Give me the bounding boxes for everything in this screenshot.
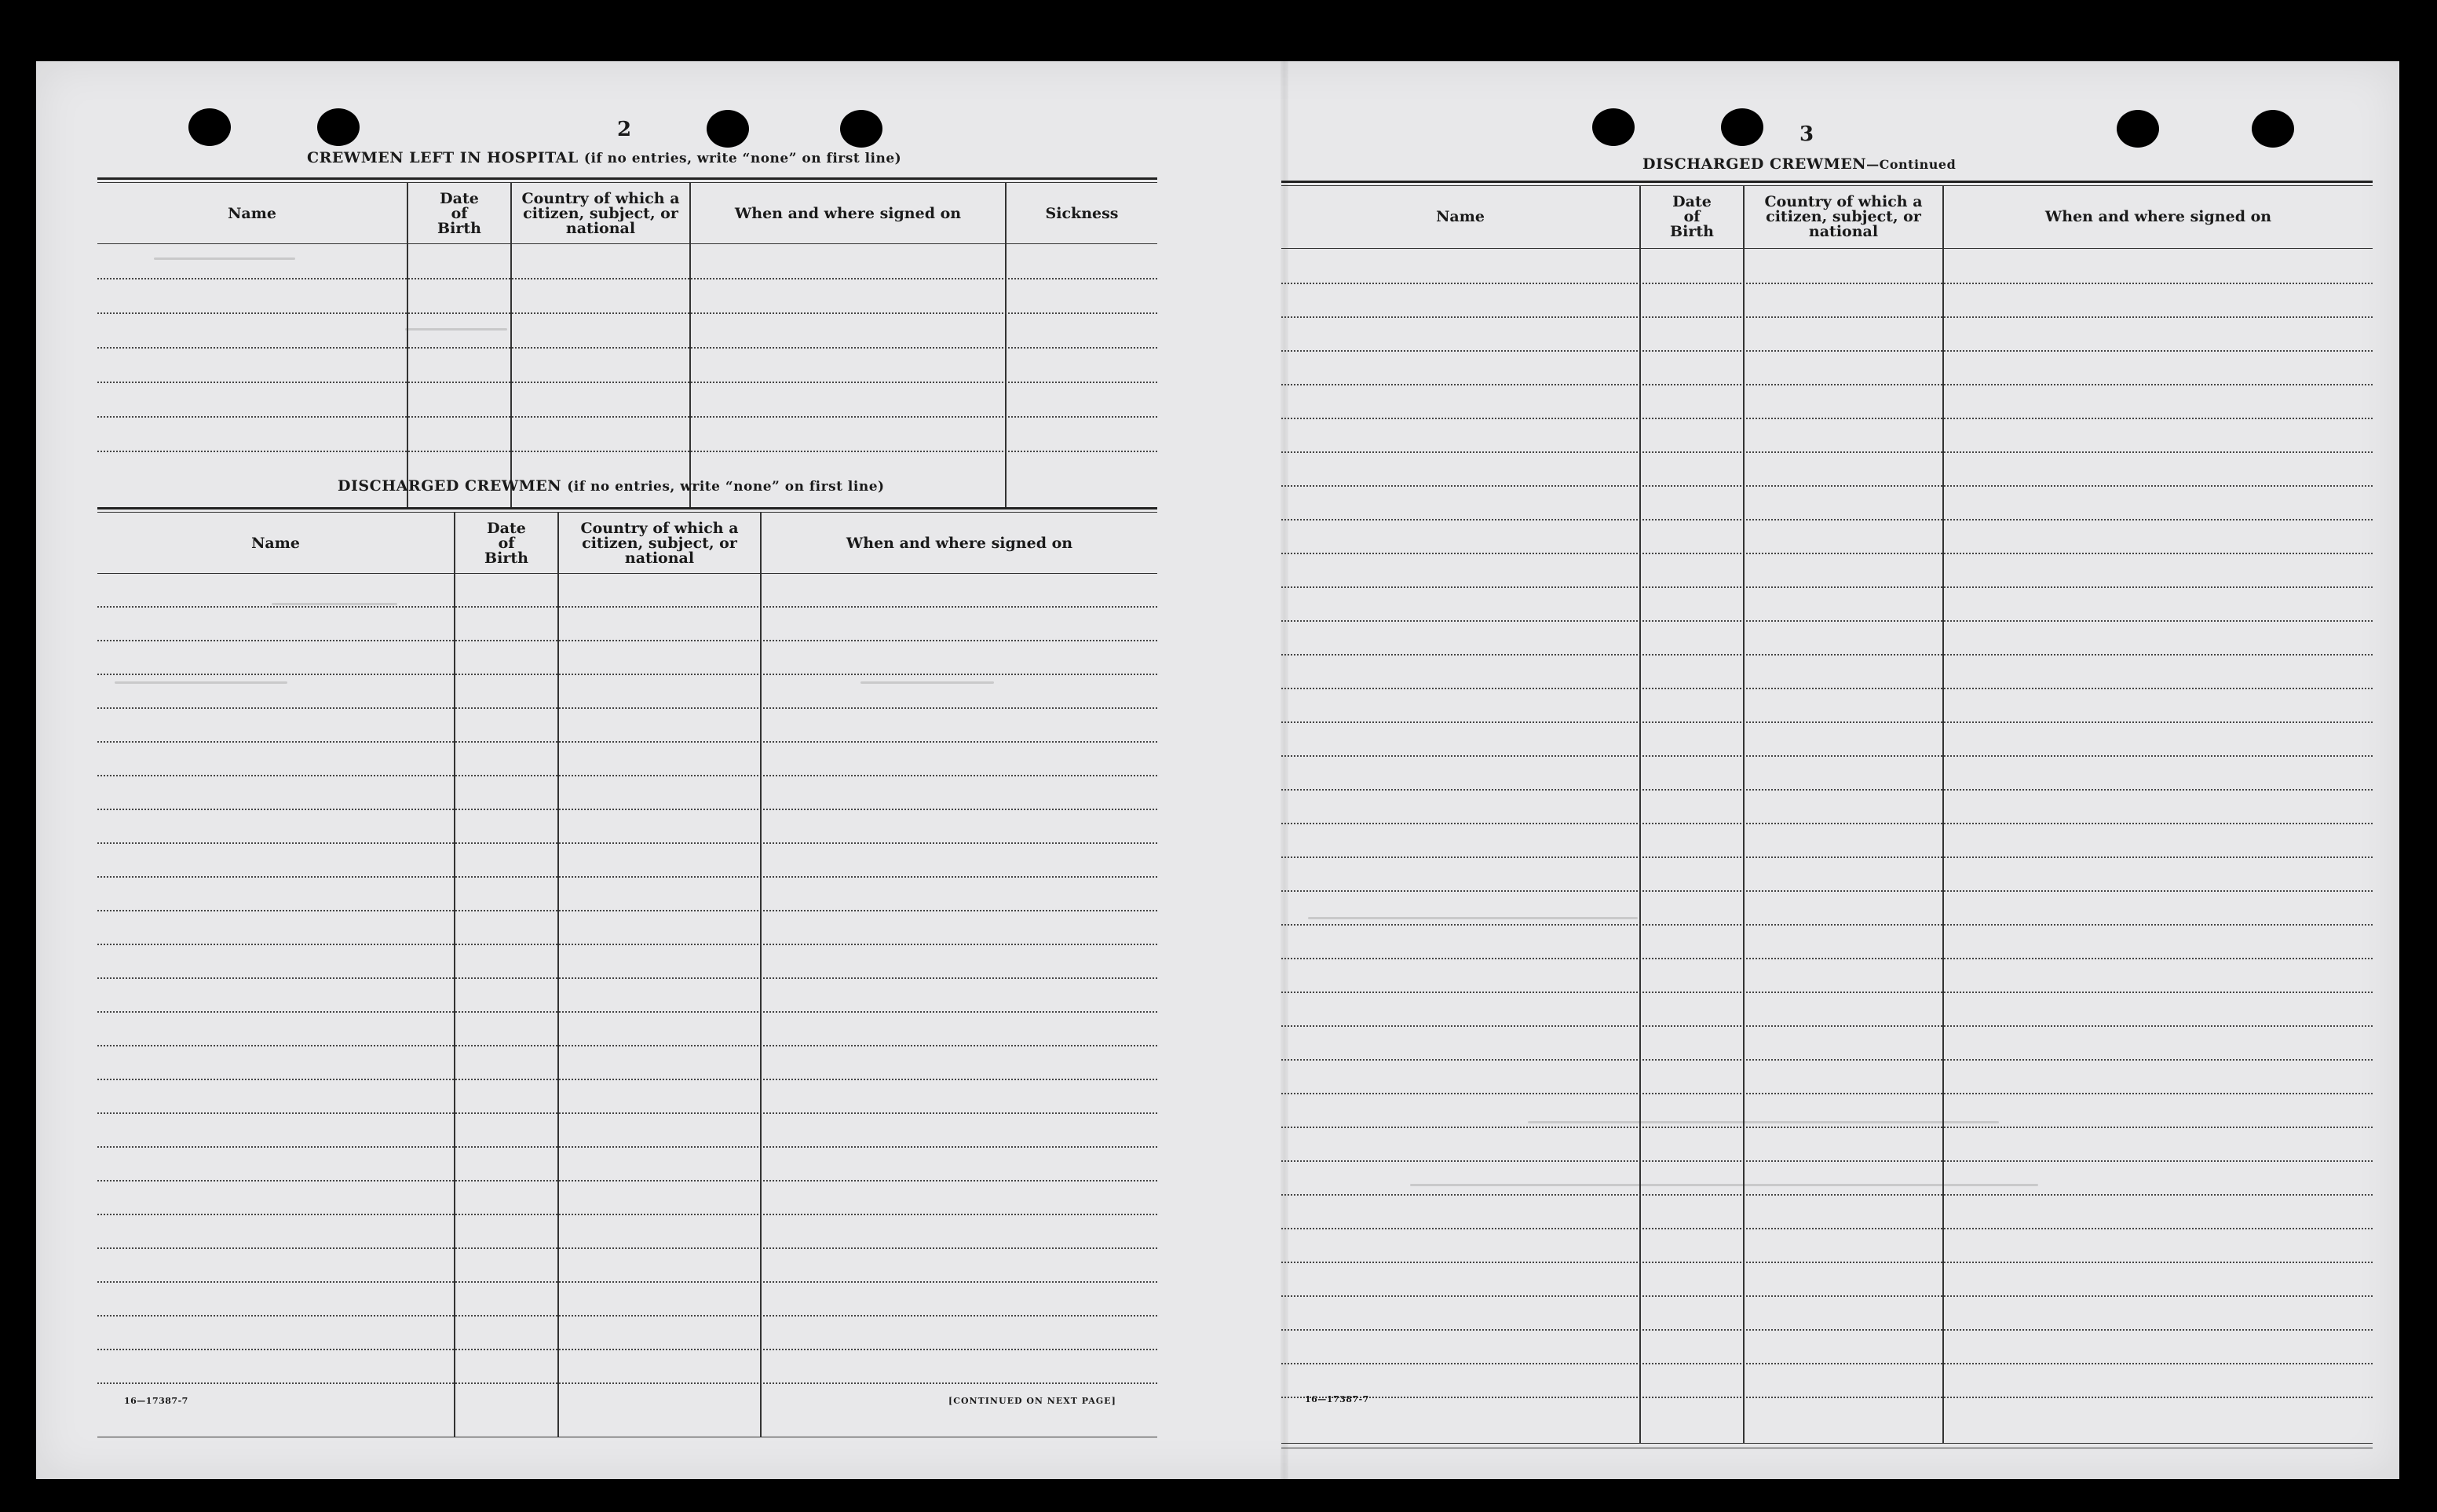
section-title-hospital xyxy=(307,149,901,166)
column-divider xyxy=(454,512,455,1437)
entry-line xyxy=(97,741,1157,743)
entry-line xyxy=(97,876,1157,878)
column-divider xyxy=(760,512,762,1437)
entry-line xyxy=(1281,856,2373,858)
column-divider xyxy=(407,182,408,509)
entry-line xyxy=(1281,384,2373,385)
column-divider xyxy=(1005,182,1007,509)
entry-line xyxy=(97,674,1157,675)
entry-line xyxy=(1281,1397,2373,1398)
table-header-row xyxy=(97,185,1157,242)
entry-line xyxy=(97,1146,1157,1148)
entry-line xyxy=(1281,1295,2373,1297)
punch-hole xyxy=(2117,110,2159,148)
entry-line xyxy=(97,278,1157,279)
entry-line xyxy=(97,1011,1157,1013)
table-header-row xyxy=(1281,188,2373,245)
section-title-discharged-continued xyxy=(1642,155,1956,173)
punch-hole xyxy=(317,108,360,146)
column-header-country: Country of which a citizen, subject, or national xyxy=(580,519,739,567)
entry-line xyxy=(97,382,1157,383)
entry-line xyxy=(97,977,1157,979)
entry-line xyxy=(97,707,1157,709)
column-header-name: Name xyxy=(228,204,276,222)
column-divider xyxy=(1942,185,1944,1443)
entry-line xyxy=(1281,1093,2373,1094)
punch-hole xyxy=(2252,110,2294,148)
entry-line xyxy=(1281,451,2373,453)
form-number: 16—17387-7 xyxy=(1305,1394,1369,1404)
entry-line xyxy=(97,312,1157,314)
section-title-text: DISCHARGED CREWMEN xyxy=(338,477,562,495)
continued-note: [CONTINUED ON NEXT PAGE] xyxy=(948,1396,1116,1406)
column-header-when-where: When and where signed on xyxy=(2044,207,2272,225)
column-divider xyxy=(689,182,691,509)
column-divider xyxy=(1743,185,1745,1443)
table-bottom-rule xyxy=(1281,1443,2373,1444)
table-top-rule xyxy=(1281,185,2373,186)
column-header-country: Country of which a citizen, subject, or national xyxy=(1764,192,1923,240)
column-header-name: Name xyxy=(251,534,300,552)
entry-line xyxy=(97,1315,1157,1317)
entry-line xyxy=(1281,418,2373,419)
entry-line xyxy=(1281,890,2373,892)
entry-line xyxy=(1281,283,2373,284)
entry-line xyxy=(97,1112,1157,1114)
header-bottom-rule xyxy=(1281,248,2373,249)
entry-line xyxy=(1281,1228,2373,1229)
page-number: 2 xyxy=(617,118,632,141)
entry-line xyxy=(1281,1025,2373,1027)
entry-line xyxy=(1281,620,2373,622)
column-header-name: Name xyxy=(1436,207,1485,225)
entry-line xyxy=(97,347,1157,349)
column-header-country: Country of which a citizen, subject, or national xyxy=(521,189,680,237)
entry-line xyxy=(1281,924,2373,926)
entry-line xyxy=(1281,1059,2373,1061)
entry-line xyxy=(1281,721,2373,723)
entry-line xyxy=(1281,485,2373,487)
entry-line xyxy=(97,775,1157,776)
section-title-discharged xyxy=(338,477,885,495)
document-sheet xyxy=(36,61,2399,1479)
entry-line xyxy=(1281,586,2373,588)
entry-line xyxy=(97,416,1157,418)
entry-line xyxy=(1281,654,2373,656)
entry-line xyxy=(97,1349,1157,1350)
entry-line xyxy=(97,1180,1157,1181)
entry-line xyxy=(97,1045,1157,1046)
punch-hole xyxy=(1592,108,1635,146)
punch-hole xyxy=(188,108,231,146)
discharged-table xyxy=(97,507,1157,1446)
column-header-date-of-birth: Date of Birth xyxy=(1670,192,1714,240)
table-header-row xyxy=(97,515,1157,572)
section-note: (if no entries, write “none” on first line) xyxy=(583,151,902,166)
entry-line xyxy=(97,1382,1157,1384)
table-top-rule xyxy=(97,177,1157,180)
column-header-sickness: Sickness xyxy=(1045,204,1119,222)
entry-line xyxy=(97,1079,1157,1080)
entry-line xyxy=(1281,316,2373,318)
hospital-table xyxy=(97,177,1157,515)
entry-line xyxy=(1281,1363,2373,1364)
column-header-when-where: When and where signed on xyxy=(734,204,962,222)
entry-line xyxy=(97,606,1157,608)
entry-line xyxy=(1281,958,2373,959)
entry-line xyxy=(1281,789,2373,791)
column-divider xyxy=(557,512,559,1437)
entry-line xyxy=(1281,1262,2373,1263)
page-number: 3 xyxy=(1799,122,1814,146)
section-note: (if no entries, write “none” on first line) xyxy=(567,479,885,495)
entry-line xyxy=(1281,1194,2373,1196)
column-divider xyxy=(1639,185,1641,1443)
table-top-rule xyxy=(97,182,1157,183)
entry-line xyxy=(1281,553,2373,554)
entry-line xyxy=(97,1247,1157,1249)
column-header-when-where: When and where signed on xyxy=(846,534,1073,552)
table-top-rule xyxy=(97,512,1157,513)
entry-line xyxy=(1281,1127,2373,1128)
header-bottom-rule xyxy=(97,573,1157,574)
entry-line xyxy=(97,640,1157,641)
header-bottom-rule xyxy=(97,243,1157,244)
entry-line xyxy=(97,944,1157,945)
column-header-date-of-birth: Date of Birth xyxy=(484,519,528,567)
section-title-text: DISCHARGED CREWMEN xyxy=(1642,155,1867,173)
form-number: 16—17387-7 xyxy=(124,1396,188,1406)
entry-line xyxy=(1281,688,2373,689)
entry-line xyxy=(97,809,1157,810)
entry-line xyxy=(1281,519,2373,520)
column-header-date-of-birth: Date of Birth xyxy=(437,189,481,237)
entry-line xyxy=(1281,1329,2373,1331)
discharged-continued-table xyxy=(1281,181,2373,1460)
entry-line xyxy=(1281,1160,2373,1162)
entry-line xyxy=(1281,823,2373,824)
punch-hole xyxy=(707,110,749,148)
section-title-suffix: —Continued xyxy=(1866,157,1957,172)
punch-hole xyxy=(840,110,882,148)
entry-line xyxy=(97,451,1157,452)
section-title-text: CREWMEN LEFT IN HOSPITAL xyxy=(307,149,579,166)
entry-line xyxy=(97,1214,1157,1215)
table-top-rule xyxy=(1281,181,2373,183)
punch-hole xyxy=(1721,108,1763,146)
entry-line xyxy=(1281,992,2373,993)
entry-line xyxy=(97,1281,1157,1283)
entry-line xyxy=(1281,755,2373,757)
entry-line xyxy=(97,910,1157,911)
column-divider xyxy=(510,182,512,509)
table-top-rule xyxy=(97,507,1157,509)
entry-line xyxy=(97,842,1157,844)
entry-line xyxy=(1281,350,2373,352)
